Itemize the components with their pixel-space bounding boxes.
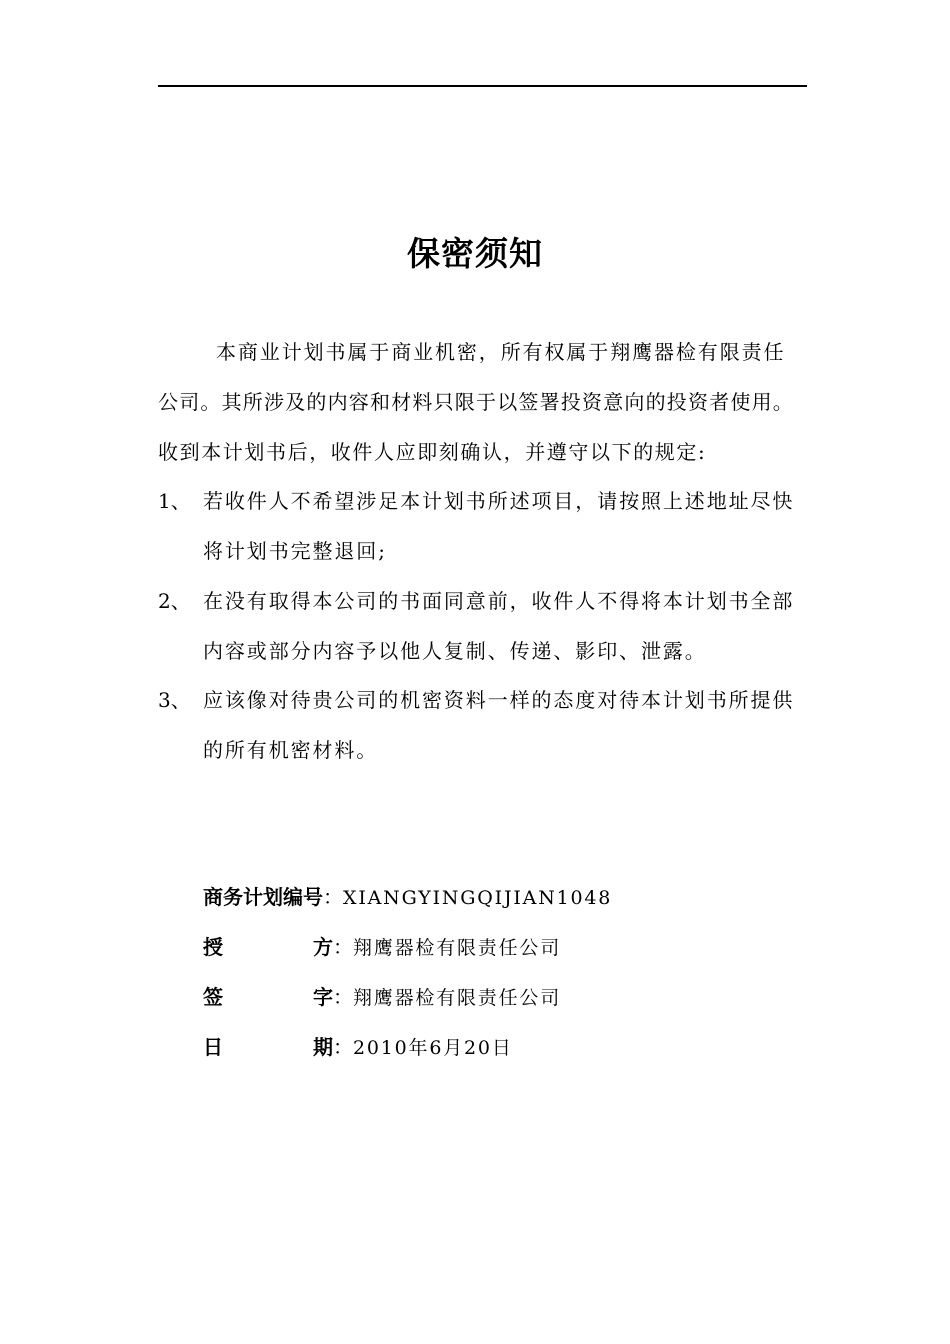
date-label [203, 1034, 333, 1060]
plan-number-colon: ： [323, 885, 343, 909]
grantor-label-first-char: 授 [203, 935, 265, 959]
rule-1-line-2: 将计划书完整退回; [203, 539, 387, 563]
signature-label-second-char: 字 [313, 985, 333, 1009]
signature-value: 翔鹰器检有限责任公司 [353, 987, 562, 1009]
rule-3-line-2: 的所有机密材料。 [203, 738, 379, 762]
signature-colon: ： [333, 985, 353, 1009]
intro-line-2: 公司。其所涉及的内容和材料只限于以签署投资意向的投资者使用。 [158, 390, 794, 414]
intro-line-3: 收到本计划书后，收件人应即刻确认，并遵守以下的规定: [158, 440, 707, 464]
date-value: 2010年6月20日 [353, 1037, 513, 1059]
grantor-label [203, 934, 333, 960]
rule-3-line-1: 应该像对待贵公司的机密资料一样的态度对待本计划书所提供 [203, 688, 795, 712]
date-row [203, 1034, 513, 1060]
signature-row [203, 984, 561, 1010]
date-label-first-char: 日 [203, 1035, 265, 1059]
rule-1-line-1: 若收件人不希望涉足本计划书所述项目，请按照上述地址尽快 [203, 489, 795, 513]
plan-number-label: 商务计划编号 [203, 885, 323, 909]
date-colon: ： [333, 1035, 353, 1059]
intro-line-1: 本商业计划书属于商业机密，所有权属于翔鹰器检有限责任 [216, 340, 786, 364]
signature-label-first-char: 签 [203, 985, 265, 1009]
rule-2-line-1: 在没有取得本公司的书面同意前，收件人不得将本计划书全部 [203, 589, 795, 613]
plan-number-row [203, 884, 612, 910]
grantor-value: 翔鹰器检有限责任公司 [353, 937, 562, 959]
rule-2-line-2: 内容或部分内容予以他人复制、传递、影印、泄露。 [203, 639, 707, 663]
signature-label [203, 984, 333, 1010]
grantor-colon: ： [333, 935, 353, 959]
rule-2-number: 2、 [158, 589, 191, 613]
rule-1-number: 1、 [158, 489, 191, 513]
document-title: 保密须知 [407, 234, 543, 273]
grantor-row [203, 934, 561, 960]
header-rule [158, 85, 807, 87]
plan-number-value: XIANGYINGQIJIAN1048 [343, 887, 613, 909]
date-label-second-char: 期 [313, 1035, 333, 1059]
grantor-label-second-char: 方 [313, 935, 333, 959]
rule-3-number: 3、 [158, 688, 191, 712]
